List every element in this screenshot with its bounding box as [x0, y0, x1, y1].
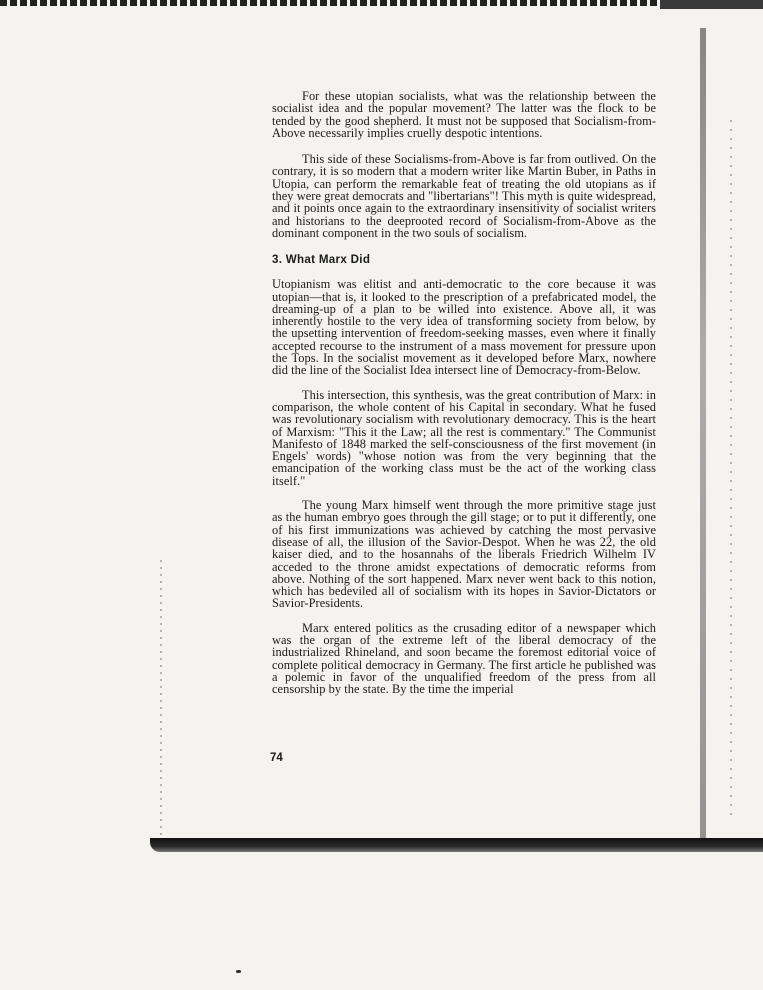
scan-top-edge-dark — [660, 0, 763, 9]
scan-left-dots — [160, 560, 162, 850]
section-paragraph-1: Utopianism was elitist and anti-democratic to the core because it was utopian—that is, it looked to the prescription of a prefabricated model, the dreaming-up of a plan to be willed into existence. Above all, it was inherently hostile to the very idea of transforming society from below, by the upsetting intervention of freedom-seeking masses, even where it finally accepted recourse to the instrument of a mass movement for pressure upon the Tops. In the socialist movement as it developed before Marx, nowhere did the line of the Socialist Idea intersect line of Democracy-from-Below. — [272, 277, 656, 378]
page-number: 74 — [270, 752, 283, 764]
scan-top-edge — [0, 0, 763, 6]
intro-paragraph-2: This side of these Socialisms-from-Above is far from outlived. On the contrary, it is so modern that a modern writer like Martin Buber, in Paths in Utopia, can perform the remarkable feat of treating the old utopians as if they were great democrats and "libertarians"! This myth is quite widespread, and it points once again to the extraordinary insensitivity of socialist writers and historians to the deeprooted record of Socialism-from-Above as the dominant component in the two souls of socialism. — [272, 152, 656, 240]
intro-paragraph-1: For these utopian socialists, what was the relationship between the socialist idea and the popular movement? The latter was the flock to be tended by the good shepherd. It must not be supposed that Socialism-from-Above necessarily implies cruelly despotic intentions. — [272, 89, 656, 140]
section-paragraph-2: This intersection, this synthesis, was the great contribution of Marx: in comparison, the whole content of his Capital in secondary. What he fused was revolutionary socialism with revolutionary democracy. This is the heart of Marxism: "This it the Law; all the rest is commentary." The Communist Manifesto of 1848 marked the self-consciousness of the first movement (in Engels' words) "whose notion was from the very beginning that the emancipation of the working class must be the act of the working class itself." — [272, 387, 656, 488]
scan-speck — [236, 970, 241, 973]
scan-bottom-shadow — [150, 838, 763, 852]
scan-right-dots — [730, 120, 732, 820]
page-body — [272, 90, 656, 707]
section-paragraph-3: The young Marx himself went through the more primitive stage just as the human embryo goes through the gill stage; or to put it differently, one of his first immunizations was achieved by catching the most pervasive disease of all, the illusion of the Savior-Despot. When he was 22, the old kaiser died, and to the hosannahs of the liberals Friedrich Wilhelm IV acceded to the throne amidst expectations of democratic reforms from above. Nothing of the sort happened. Marx never went back to this notion, which has bedeviled all of socialism with its hopes in Savior-Dictators or Savior-Presidents. — [272, 498, 656, 611]
scan-right-shadow — [700, 28, 706, 848]
section-heading: 3. What Marx Did — [272, 253, 371, 267]
section-paragraph-4: Marx entered politics as the crusading editor of a newspaper which was the organ of the extreme left of the liberal democracy of the industrialized Rhineland, and soon became the foremost editorial voice of complete political democracy in Germany. The first article he published was a polemic in favor of the unqualified freedom of the press from all censorship by the state. By the time the imperial — [272, 620, 656, 697]
